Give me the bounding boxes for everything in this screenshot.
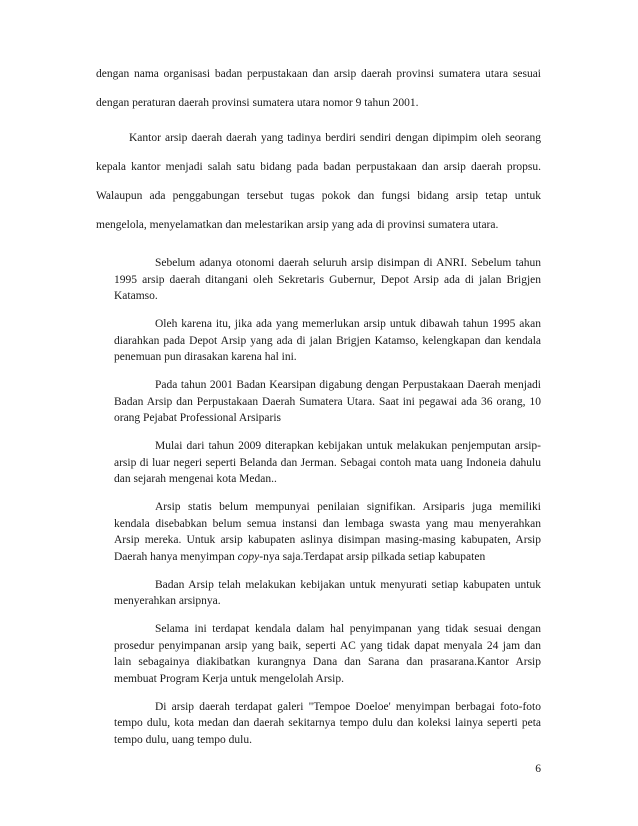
paragraph-7-text-end: -nya saja.Terdapat arsip pilkada setiap kabupaten (259, 550, 486, 563)
paragraph-5: Pada tahun 2001 Badan Kearsipan digabung dengan Perpustakaan Daerah menjadi Badan Arsip dan Perpustakaan Daerah Sumatera Utara. Saat ini pegawai ada 36 orang, 10 orang Pejabat Professional Arsiparis (114, 379, 541, 424)
paragraph-2: Kantor arsip daerah daerah yang tadinya berdiri sendiri dengan dipimpim oleh seorang kepala kantor menjadi salah satu bidang pada badan perpustakaan dan arsip daerah propsu. Walaupun ada penggabungan tersebut tugas pokok dan fungsi bidang arsip tetap untuk mengelola, menyelamatkan dan melestarikan arsip yang ada di provinsi sumatera utara. (96, 132, 541, 231)
paragraph-7-italic-word: copy (237, 550, 260, 563)
paragraph-4: Oleh karena itu, jika ada yang memerlukan arsip untuk dibawah tahun 1995 akan diarahkan pada Depot Arsip yang ada di jalan Brigjen Katamso, kelengkapan dan kendala penemuan pun dirasakan karena hal ini. (114, 318, 541, 363)
paragraph-8: Badan Arsip telah melakukan kebijakan untuk menyurati setiap kabupaten untuk menyerahkan arsipnya. (114, 578, 541, 607)
paragraph-1: dengan nama organisasi badan perpustakaan dan arsip daerah provinsi sumatera utara sesuai dengan peraturan daerah provinsi sumatera utara nomor 9 tahun 2001. (96, 68, 541, 109)
paragraph-7 (114, 499, 541, 565)
paragraph-3: Sebelum adanya otonomi daerah seluruh arsip disimpan di ANRI. Sebelum tahun 1995 arsip daerah ditangani oleh Sekretaris Gubernur, Depot Arsip ada di jalan Brigjen Katamso. (114, 257, 541, 302)
paragraph-6: Mulai dari tahun 2009 diterapkan kebijakan untuk melakukan penjemputan arsip-arsip di luar negeri seperti Belanda dan Jerman. Sebagai contoh mata uang Indoneia dahulu dan sejarah mengenai kota Medan.. (114, 440, 541, 485)
paragraph-7-text-start: Arsip statis belum mempunyai penilaian signifikan. Arsiparis juga memiliki kendala disebabkan belum semua instansi dan lembaga swasta yang mau menyerahkan Arsip mereka. Untuk arsip kabupaten aslinya disimpan masing-masing kabupaten, Arsip Daerah hanya menyimpan (114, 501, 541, 563)
paragraph-10: Di arsip daerah terdapat galeri "Tempoe Doeloe' menyimpan berbagai foto-foto tempo dulu, kota medan dan daerah sekitarnya tempo dulu dan koleksi lainya seperti peta tempo dulu, uang tempo dulu. (114, 700, 541, 746)
document-page (96, 60, 541, 748)
page-number: 6 (535, 763, 541, 775)
paragraph-9: Selama ini terdapat kendala dalam hal penyimpanan yang tidak sesuai dengan prosedur penyimpanan arsip yang baik, seperti AC yang tidak dapat menyala 24 jam dan lain sebagainya diakibatkan kurangnya Dana dan Sarana dan prasarana.Kantor Arsip membuat Program Kerja untuk mengelolah Arsip. (114, 623, 541, 685)
